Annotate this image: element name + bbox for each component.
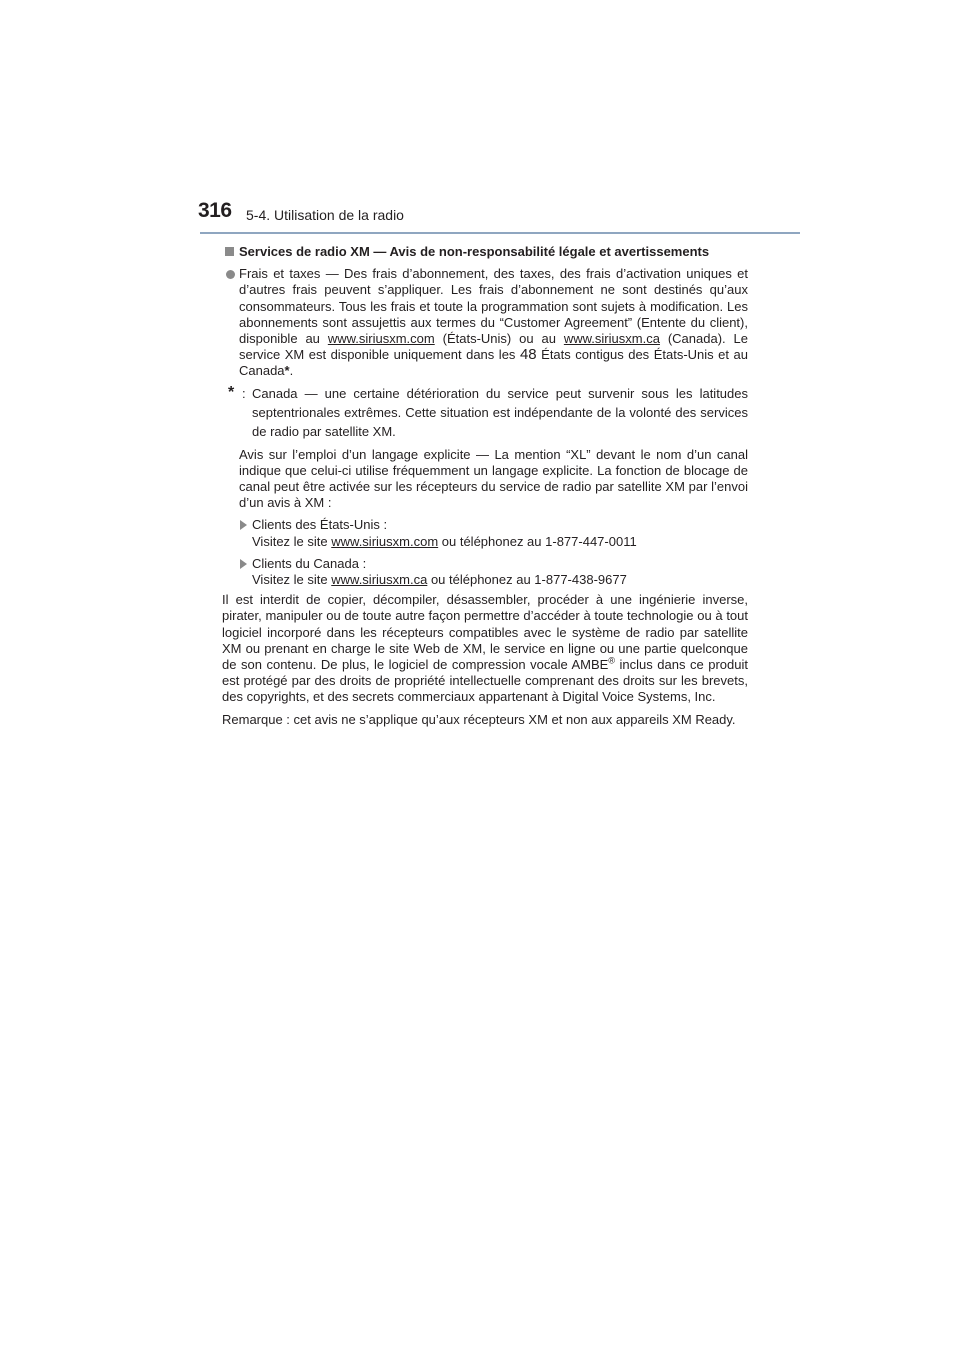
siriusxm-ca-link[interactable]: www.siriusxm.ca (563, 331, 660, 347)
legal-paragraph (222, 592, 748, 705)
square-bullet-icon (225, 247, 234, 256)
page-number: 316 (198, 199, 232, 222)
footnote-text: Canada — une certaine détérioration du service peut survenir sous les latitudes septentrionales extrêmes. Cette situation est indépendante de la volonté des services de radio par satellite XM. (252, 385, 748, 439)
siriusxm-com-link[interactable]: www.siriusxm.com (327, 331, 435, 347)
subsection-heading (222, 244, 748, 260)
subsection-heading-text: Services de radio XM — Avis de non-responsabilité légale et avertissements (239, 244, 710, 259)
section-title: 5-4. Utilisation de la radio (246, 207, 404, 223)
registered-mark: ® (608, 655, 615, 666)
us-siriusxm-link[interactable]: www.siriusxm.com (331, 533, 439, 549)
fees-text-4: États contigus des États-Unis et au Canada (239, 347, 748, 379)
legal-text-2: inclus dans ce produit est protégé par des droits de propriété intellectuelle comprenant des droits sur les brevets, des copyrights, et des secrets commerciaux appartenant à Digital Voice Systems, Inc. (222, 657, 748, 705)
us-visit-prefix: Visitez le site (252, 533, 332, 549)
us-phone: ou téléphonez au 1-877-447-0011 (438, 533, 637, 549)
canada-clients-item (222, 556, 748, 588)
canada-siriusxm-link[interactable]: www.siriusxm.ca (331, 572, 428, 588)
canada-phone: ou téléphonez au 1-877-438-9677 (427, 572, 627, 588)
us-clients-item (222, 517, 748, 549)
page-content (222, 244, 748, 728)
explicit-language-notice: Avis sur l’emploi d’un langage explicite — La mention “XL” devant le nom d’un canal indique que celui-ci utilise fréquemment un langage explicite. La fonction de blocage de canal peut être activée sur les récepteurs du service de radio par satellite XM par l’envoi d’un avis à XM : (239, 446, 748, 511)
header-divider (200, 232, 800, 234)
arrow-bullet-icon (240, 520, 247, 530)
fees-text-end: . (289, 363, 294, 379)
footnote-colon: : (242, 385, 246, 401)
legal-text-1: Il est interdit de copier, décompiler, désassembler, procéder à une ingénierie inverse, pirater, manipuler ou de toute autre façon permettre d’accéder à toute technologie ou à tout logiciel incorporé dans les récepteurs compatibles avec le système de radio par satellite XM ou prenant en charge le site Web de XM, le service en ligne ou une partie quelconque de son contenu. De plus, le logiciel de compression vocale AMBE (222, 592, 748, 673)
fees-bullet (222, 266, 748, 379)
us-clients-title: Clients des États-Unis : (252, 517, 388, 533)
remark-paragraph: Remarque : cet avis ne s’applique qu’aux récepteurs XM et non aux appareils XM Ready. (222, 711, 736, 727)
footnote (222, 384, 748, 441)
states-count: 48 (519, 346, 537, 364)
footnote-marker: * (284, 363, 290, 379)
canada-visit-prefix: Visitez le site (252, 572, 332, 588)
fees-text-1: Frais et taxes — Des frais d’abonnement, des taxes, des frais d’activation uniques et d’autres frais peuvent s’appliquer. Les frais d’abonnement ne sont destinés qu’aux consommateurs. Tous les frais et toute la programmation sont sujets à modification. Les abonnements sont assujettis aux termes du “Customer Agreement” (Entente du client), disponible au (239, 266, 748, 347)
fees-text-3: (Canada). Le service XM est disponible uniquement dans les (239, 331, 748, 363)
footnote-star: * (228, 383, 235, 401)
canada-clients-contact (252, 572, 748, 588)
us-clients-contact (252, 534, 748, 550)
arrow-bullet-icon (240, 559, 247, 569)
circle-bullet-icon (226, 270, 235, 279)
fees-text-2: (États-Unis) ou au (434, 331, 564, 347)
canada-clients-title: Clients du Canada : (252, 555, 367, 571)
